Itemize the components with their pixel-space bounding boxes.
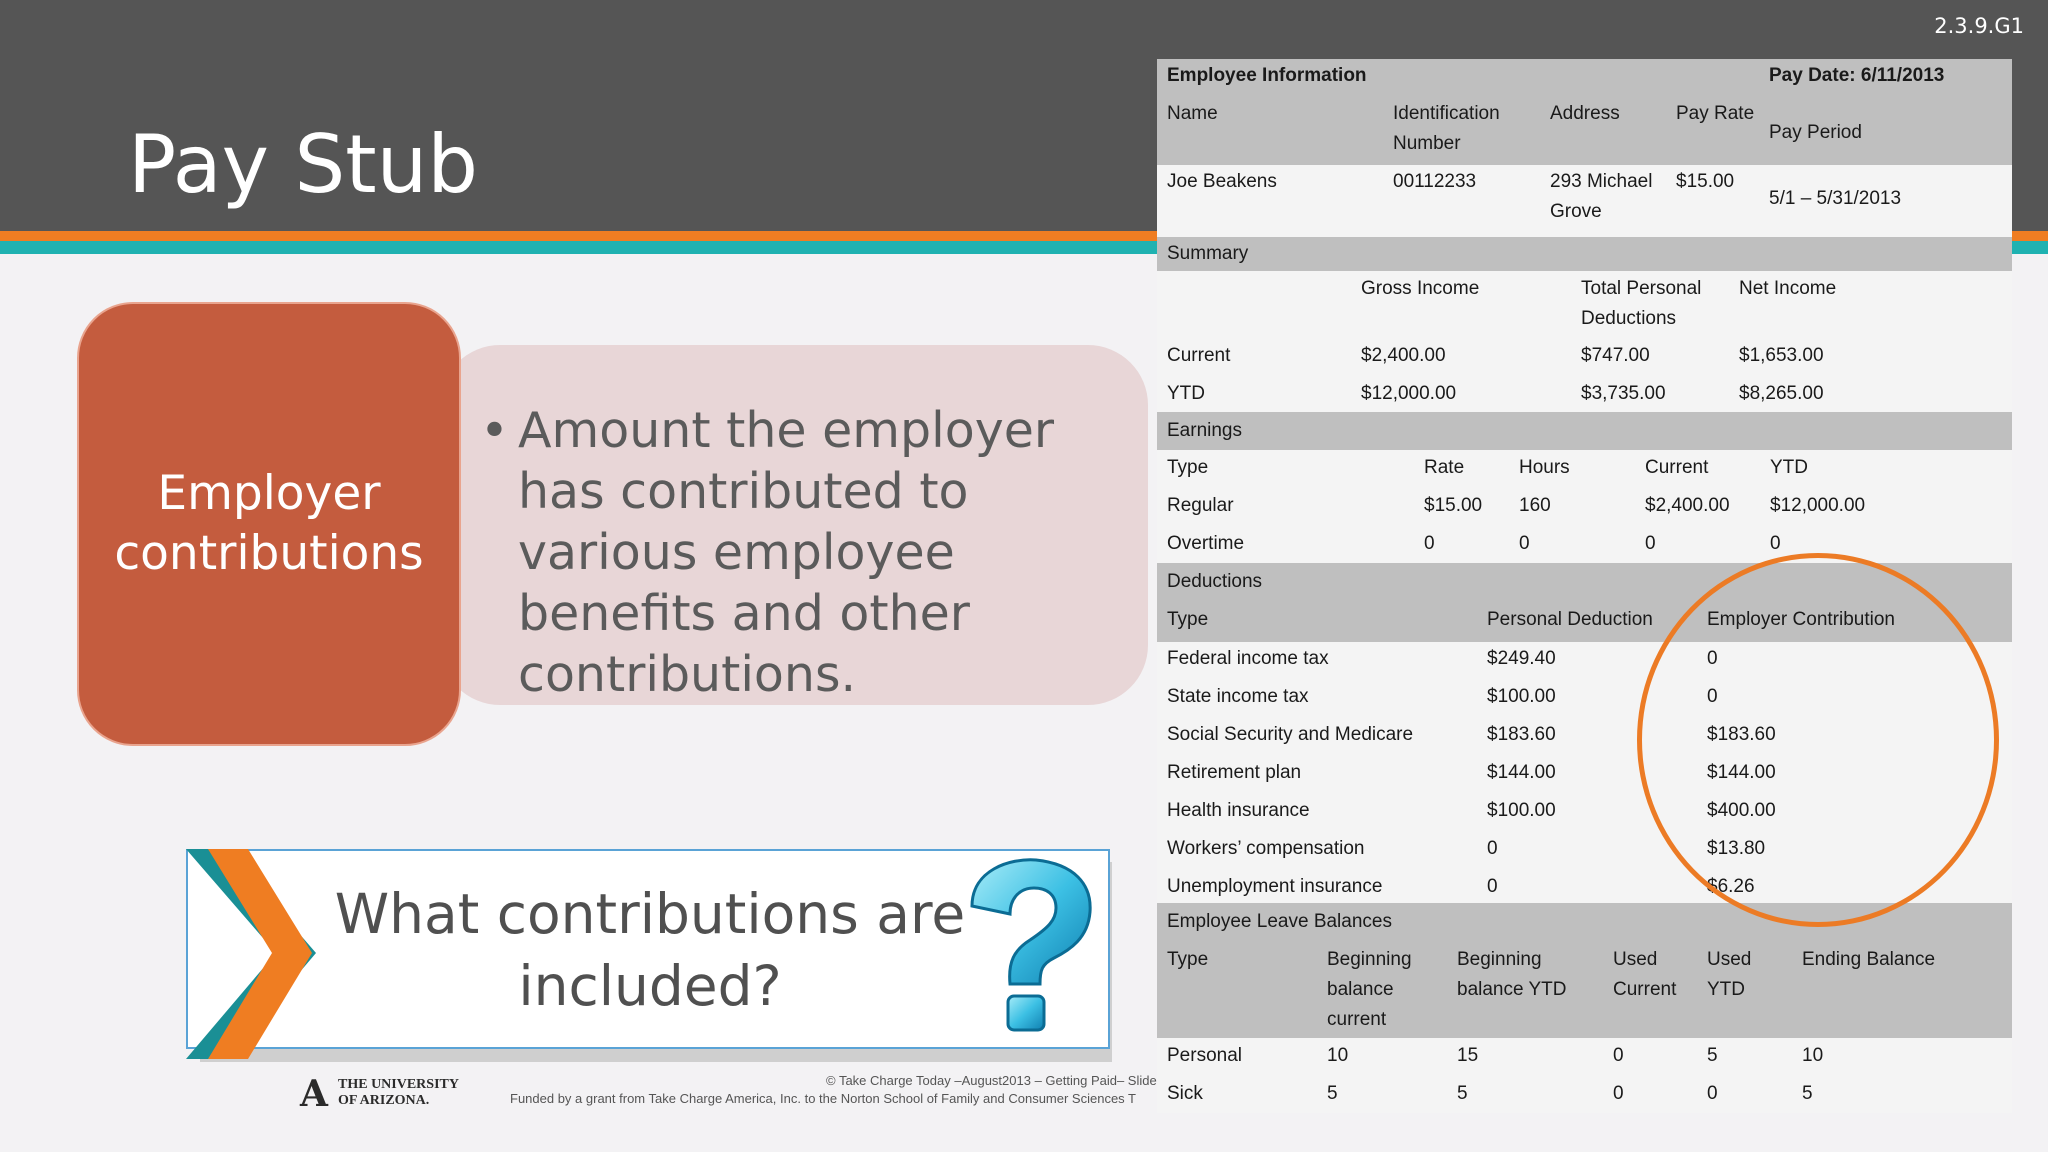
deduction-employer: 0 xyxy=(1707,648,1718,669)
leave-header-type: Type xyxy=(1167,949,1209,970)
employee-info-header-row xyxy=(1157,59,2012,165)
leave-sick-type: Sick xyxy=(1167,1083,1203,1104)
bullet-marker: • xyxy=(480,402,509,459)
summary-ytd-label: YTD xyxy=(1167,383,1205,404)
employee-info-values-row xyxy=(1157,165,2012,237)
leave-header-used-current-2: Current xyxy=(1613,979,1677,1000)
summary-ytd-gross: $12,000.00 xyxy=(1361,383,1457,404)
pay-date: Pay Date: 6/11/2013 xyxy=(1769,65,1945,86)
deductions-header-personal: Personal Deduction xyxy=(1487,609,1653,630)
slide-title: Pay Stub xyxy=(128,118,479,211)
earnings-header-current: Current xyxy=(1645,457,1709,478)
summary-current-deductions: $747.00 xyxy=(1581,345,1650,366)
header-pay-period: Pay Period xyxy=(1769,122,1862,143)
earnings-overtime-current: 0 xyxy=(1645,533,1656,554)
earnings-header-rate: Rate xyxy=(1424,457,1465,478)
logo-text-line-1: THE UNIVERSITY xyxy=(338,1077,459,1092)
leave-sick-used-ytd: 0 xyxy=(1707,1083,1718,1104)
deduction-type: Federal income tax xyxy=(1167,648,1329,669)
header-address: Address xyxy=(1550,103,1620,124)
leave-header-beg-ytd-1: Beginning xyxy=(1457,949,1542,970)
earnings-regular-current: $2,400.00 xyxy=(1645,495,1730,516)
description-bullet: Amount the employer has contributed to various employee benefits and other contributions. xyxy=(518,402,1054,703)
logo-text-line-2: OF ARIZONA. xyxy=(338,1093,430,1108)
deduction-type: State income tax xyxy=(1167,686,1309,707)
description-text xyxy=(480,400,1120,705)
summary-current-gross: $2,400.00 xyxy=(1361,345,1446,366)
question-text: What contributions are included? xyxy=(334,882,966,1018)
earnings-regular-type: Regular xyxy=(1167,495,1234,516)
earnings-header-ytd: YTD xyxy=(1770,457,1808,478)
header-pay-rate: Pay Rate xyxy=(1676,103,1755,124)
footer-credit-funding: Funded by a grant from Take Charge America, Inc. to the Norton School of Family and Consumer Sciences T xyxy=(510,1091,1136,1106)
summary-heading: Summary xyxy=(1167,243,1249,264)
leave-personal-ending: 10 xyxy=(1802,1045,1824,1066)
deduction-personal: $100.00 xyxy=(1487,800,1556,821)
logo-name xyxy=(338,1077,459,1109)
leave-header-row xyxy=(1157,903,2012,1038)
earnings-overtime-hours: 0 xyxy=(1519,533,1530,554)
deduction-personal: $144.00 xyxy=(1487,762,1556,783)
deduction-type: Workers’ compensation xyxy=(1167,838,1365,859)
leave-header-beg-current-3: current xyxy=(1327,1009,1387,1030)
header-name: Name xyxy=(1167,103,1218,124)
leave-sick-used-current: 0 xyxy=(1613,1083,1624,1104)
leave-personal-beg-current: 10 xyxy=(1327,1045,1349,1066)
leave-personal-beg-ytd: 15 xyxy=(1457,1045,1479,1066)
employee-address-line1: 293 Michael xyxy=(1550,171,1653,192)
leave-header-ending: Ending Balance xyxy=(1802,949,1936,970)
leave-header-used-current-1: Used xyxy=(1613,949,1658,970)
leave-header-beg-current-2: balance xyxy=(1327,979,1394,1000)
logo-a-mark: A xyxy=(300,1073,324,1115)
deduction-personal: $249.40 xyxy=(1487,648,1556,669)
summary-ytd-net: $8,265.00 xyxy=(1739,383,1824,404)
deduction-employer: $13.80 xyxy=(1707,838,1766,859)
deduction-type: Health insurance xyxy=(1167,800,1310,821)
leave-body xyxy=(1157,1038,2012,1113)
earnings-heading: Earnings xyxy=(1167,420,1242,441)
deduction-type: Retirement plan xyxy=(1167,762,1302,783)
leave-header-used-ytd-2: YTD xyxy=(1707,979,1745,1000)
earnings-overtime-rate: 0 xyxy=(1424,533,1435,554)
deduction-employer: $6.26 xyxy=(1707,876,1755,897)
deductions-header-row xyxy=(1157,563,2012,642)
earnings-regular-hours: 160 xyxy=(1519,495,1551,516)
deduction-employer: $183.60 xyxy=(1707,724,1776,745)
chevron-arrow-icon xyxy=(186,849,326,1059)
leave-personal-type: Personal xyxy=(1167,1045,1242,1066)
employee-info-heading: Employee Information xyxy=(1167,65,1367,86)
deduction-personal: 0 xyxy=(1487,876,1498,897)
earnings-header-hours: Hours xyxy=(1519,457,1570,478)
earnings-heading-row xyxy=(1157,412,2012,450)
deduction-personal: 0 xyxy=(1487,838,1498,859)
leave-personal-used-current: 0 xyxy=(1613,1045,1624,1066)
leave-header-beg-current-1: Beginning xyxy=(1327,949,1412,970)
deduction-personal: $183.60 xyxy=(1487,724,1556,745)
slide-number: 2.3.9.G1 xyxy=(1934,14,2024,38)
pay-stub xyxy=(1157,59,2012,1113)
leave-sick-ending: 5 xyxy=(1802,1083,1813,1104)
deductions-header-type: Type xyxy=(1167,609,1209,630)
earnings-regular-rate: $15.00 xyxy=(1424,495,1483,516)
summary-header-gross: Gross Income xyxy=(1361,278,1480,299)
deduction-employer: $400.00 xyxy=(1707,800,1776,821)
summary-ytd-deductions: $3,735.00 xyxy=(1581,383,1666,404)
employee-pay-period: 5/1 – 5/31/2013 xyxy=(1769,188,1902,209)
header-id-line1: Identification xyxy=(1393,103,1500,124)
leave-sick-beg-ytd: 5 xyxy=(1457,1083,1468,1104)
deduction-employer: 0 xyxy=(1707,686,1718,707)
summary-current-net: $1,653.00 xyxy=(1739,345,1824,366)
leave-personal-used-ytd: 5 xyxy=(1707,1045,1718,1066)
university-logo xyxy=(300,1073,460,1113)
earnings-overtime-type: Overtime xyxy=(1167,533,1245,554)
employee-id: 00112233 xyxy=(1393,171,1477,192)
earnings-regular-ytd: $12,000.00 xyxy=(1770,495,1866,516)
summary-heading-row xyxy=(1157,237,2012,271)
employer-contributions-box xyxy=(77,302,461,746)
summary-header-deductions-line1: Total Personal xyxy=(1581,278,1702,299)
employer-contributions-label: Employer contributions xyxy=(114,466,424,581)
deductions-body xyxy=(1157,642,2012,907)
summary-header-deductions-line2: Deductions xyxy=(1581,308,1677,329)
earnings-body xyxy=(1157,450,2012,563)
deductions-header-employer: Employer Contribution xyxy=(1707,609,1895,630)
earnings-overtime-ytd: 0 xyxy=(1770,533,1781,554)
deduction-type: Social Security and Medicare xyxy=(1167,724,1414,745)
deduction-personal: $100.00 xyxy=(1487,686,1556,707)
question-mark-icon xyxy=(958,858,1098,1036)
earnings-header-type: Type xyxy=(1167,457,1209,478)
deduction-employer: $144.00 xyxy=(1707,762,1776,783)
employee-pay-rate: $15.00 xyxy=(1676,171,1735,192)
leave-header-used-ytd-1: Used xyxy=(1707,949,1752,970)
deduction-type: Unemployment insurance xyxy=(1167,876,1383,897)
leave-header-beg-ytd-2: balance YTD xyxy=(1457,979,1567,1000)
leave-sick-beg-current: 5 xyxy=(1327,1083,1338,1104)
leave-heading: Employee Leave Balances xyxy=(1167,911,1392,932)
employee-address-line2: Grove xyxy=(1550,201,1602,222)
summary-header-net: Net Income xyxy=(1739,278,1837,299)
deductions-heading: Deductions xyxy=(1167,571,1263,592)
employee-name: Joe Beakens xyxy=(1167,171,1277,192)
footer-credit-copyright: © Take Charge Today –August2013 – Getting Paid– Slide xyxy=(826,1073,1157,1088)
summary-current-label: Current xyxy=(1167,345,1231,366)
header-id-line2: Number xyxy=(1393,133,1461,154)
